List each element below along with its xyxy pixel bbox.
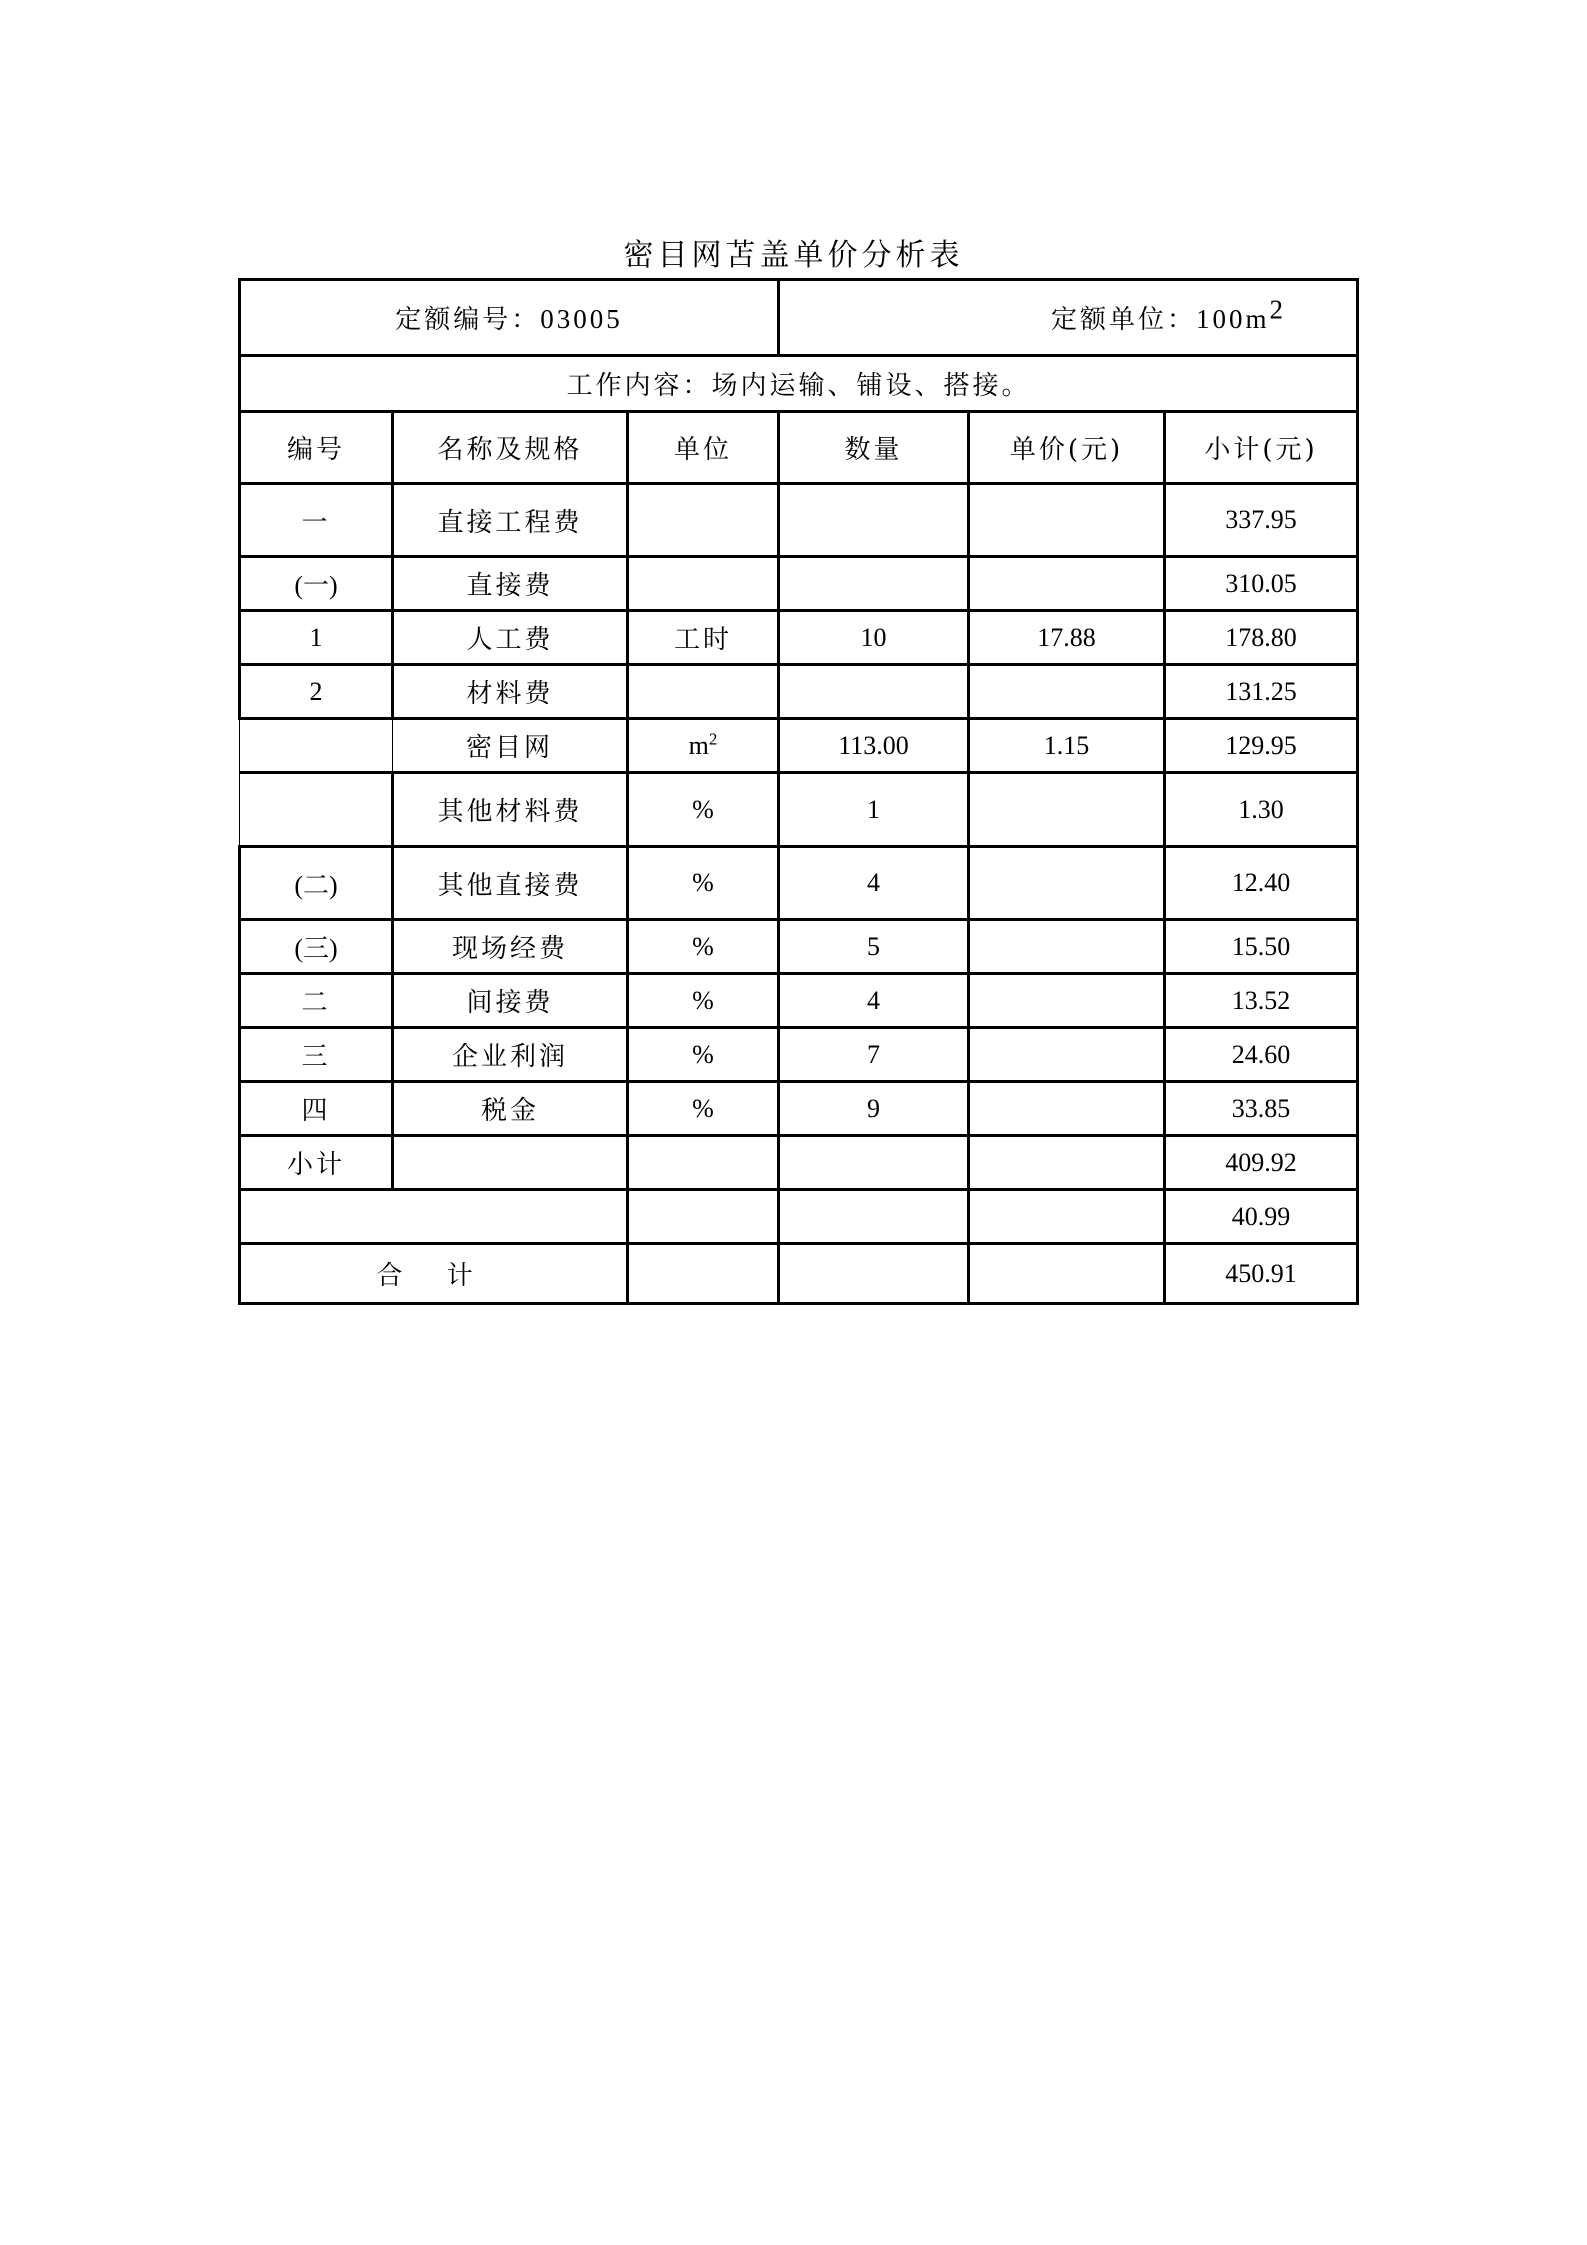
- quota-row: [240, 280, 1358, 356]
- row-code: (三): [240, 920, 393, 974]
- header-row: [240, 412, 1358, 484]
- row-price: [969, 1082, 1165, 1136]
- blank-empty-price: [969, 1190, 1165, 1244]
- table-row: [240, 773, 1358, 847]
- work-content-row: [240, 356, 1358, 412]
- header-unit: 单位: [628, 412, 779, 484]
- subtotal-empty-qty: [779, 1136, 969, 1190]
- row-subtotal: 12.40: [1165, 847, 1358, 920]
- row-subtotal: 15.50: [1165, 920, 1358, 974]
- row-price: [969, 1028, 1165, 1082]
- row-code: 四: [240, 1082, 393, 1136]
- row-qty: 7: [779, 1028, 969, 1082]
- row-unit: [628, 484, 779, 557]
- row-price: 1.15: [969, 719, 1165, 773]
- table-row: [240, 847, 1358, 920]
- table-row: [240, 1028, 1358, 1082]
- row-code: (二): [240, 847, 393, 920]
- row-price: [969, 974, 1165, 1028]
- row-unit: %: [628, 1082, 779, 1136]
- row-subtotal: 13.52: [1165, 974, 1358, 1028]
- subtotal-empty-unit: [628, 1136, 779, 1190]
- row-qty: 1: [779, 773, 969, 847]
- quota-number-value: 03005: [540, 304, 623, 334]
- row-unit: [628, 719, 779, 773]
- blank-value: 40.99: [1165, 1190, 1358, 1244]
- row-price: [969, 557, 1165, 611]
- header-qty: 数量: [779, 412, 969, 484]
- row-name: 税金: [393, 1082, 628, 1136]
- quota-unit-label: 定额单位：: [1051, 305, 1197, 335]
- row-subtotal: 131.25: [1165, 665, 1358, 719]
- row-code: 三: [240, 1028, 393, 1082]
- table-row: [240, 484, 1358, 557]
- blank-label: [240, 1190, 628, 1244]
- row-subtotal: 337.95: [1165, 484, 1358, 557]
- row-qty: [779, 557, 969, 611]
- row-unit: %: [628, 920, 779, 974]
- row-code: 二: [240, 974, 393, 1028]
- row-code: [240, 773, 393, 847]
- subtotal-empty-name: [393, 1136, 628, 1190]
- row-code: [240, 719, 393, 773]
- row-qty: 113.00: [779, 719, 969, 773]
- row-name: 现场经费: [393, 920, 628, 974]
- table-row: [240, 665, 1358, 719]
- row-code: 1: [240, 611, 393, 665]
- row-name: 企业利润: [393, 1028, 628, 1082]
- row-name: 密目网: [393, 719, 628, 773]
- row-qty: [779, 484, 969, 557]
- row-name: 直接费: [393, 557, 628, 611]
- header-code: 编号: [240, 412, 393, 484]
- row-subtotal: 24.60: [1165, 1028, 1358, 1082]
- row-unit: %: [628, 847, 779, 920]
- total-value: 450.91: [1165, 1244, 1358, 1304]
- unit-price-analysis-table: [238, 278, 1359, 1305]
- quota-number-label: 定额编号：: [395, 305, 541, 335]
- page-title: 密目网苫盖单价分析表: [623, 238, 964, 273]
- row-unit: %: [628, 773, 779, 847]
- total-empty-price: [969, 1244, 1165, 1304]
- row-subtotal: 129.95: [1165, 719, 1358, 773]
- row-unit-text: m: [688, 730, 709, 760]
- row-price: [969, 773, 1165, 847]
- row-unit-sup: 2: [708, 728, 718, 748]
- subtotal-empty-price: [969, 1136, 1165, 1190]
- header-name: 名称及规格: [393, 412, 628, 484]
- quota-number-cell: [240, 280, 779, 356]
- row-unit: %: [628, 1028, 779, 1082]
- total-row: [240, 1244, 1358, 1304]
- total-empty-unit: [628, 1244, 779, 1304]
- row-subtotal: 33.85: [1165, 1082, 1358, 1136]
- row-price: [969, 484, 1165, 557]
- blank-empty-qty: [779, 1190, 969, 1244]
- row-subtotal: 310.05: [1165, 557, 1358, 611]
- subtotal-value: 409.92: [1165, 1136, 1358, 1190]
- row-name: 间接费: [393, 974, 628, 1028]
- row-name: 材料费: [393, 665, 628, 719]
- row-qty: 9: [779, 1082, 969, 1136]
- quota-unit-value: 100m: [1196, 304, 1270, 334]
- row-price: [969, 665, 1165, 719]
- row-unit: 工时: [628, 611, 779, 665]
- total-empty-qty: [779, 1244, 969, 1304]
- subtotal-label: 小计: [240, 1136, 393, 1190]
- row-price: [969, 920, 1165, 974]
- row-subtotal: 178.80: [1165, 611, 1358, 665]
- quota-unit-sup: 2: [1269, 294, 1287, 325]
- row-name: 其他材料费: [393, 773, 628, 847]
- row-name: 其他直接费: [393, 847, 628, 920]
- row-qty: 5: [779, 920, 969, 974]
- header-price: 单价(元): [969, 412, 1165, 484]
- table-row: [240, 1082, 1358, 1136]
- row-qty: 10: [779, 611, 969, 665]
- row-qty: 4: [779, 847, 969, 920]
- table-row: [240, 974, 1358, 1028]
- subtotal-row: [240, 1136, 1358, 1190]
- blank-row: [240, 1190, 1358, 1244]
- row-subtotal: 1.30: [1165, 773, 1358, 847]
- row-code: (一): [240, 557, 393, 611]
- header-subtotal: 小计(元): [1165, 412, 1358, 484]
- row-unit: [628, 557, 779, 611]
- blank-empty-unit: [628, 1190, 779, 1244]
- row-name: 人工费: [393, 611, 628, 665]
- table-row: [240, 920, 1358, 974]
- table-row: [240, 557, 1358, 611]
- row-unit: %: [628, 974, 779, 1028]
- row-qty: [779, 665, 969, 719]
- row-code: 2: [240, 665, 393, 719]
- table-row: [240, 611, 1358, 665]
- total-label: 合 计: [240, 1244, 628, 1304]
- row-unit: [628, 665, 779, 719]
- row-name: 直接工程费: [393, 484, 628, 557]
- row-price: 17.88: [969, 611, 1165, 665]
- row-qty: 4: [779, 974, 969, 1028]
- work-content: 工作内容：场内运输、铺设、搭接。: [240, 356, 1358, 412]
- row-code: 一: [240, 484, 393, 557]
- table-row: [240, 719, 1358, 773]
- row-price: [969, 847, 1165, 920]
- quota-unit-cell: [779, 280, 1358, 356]
